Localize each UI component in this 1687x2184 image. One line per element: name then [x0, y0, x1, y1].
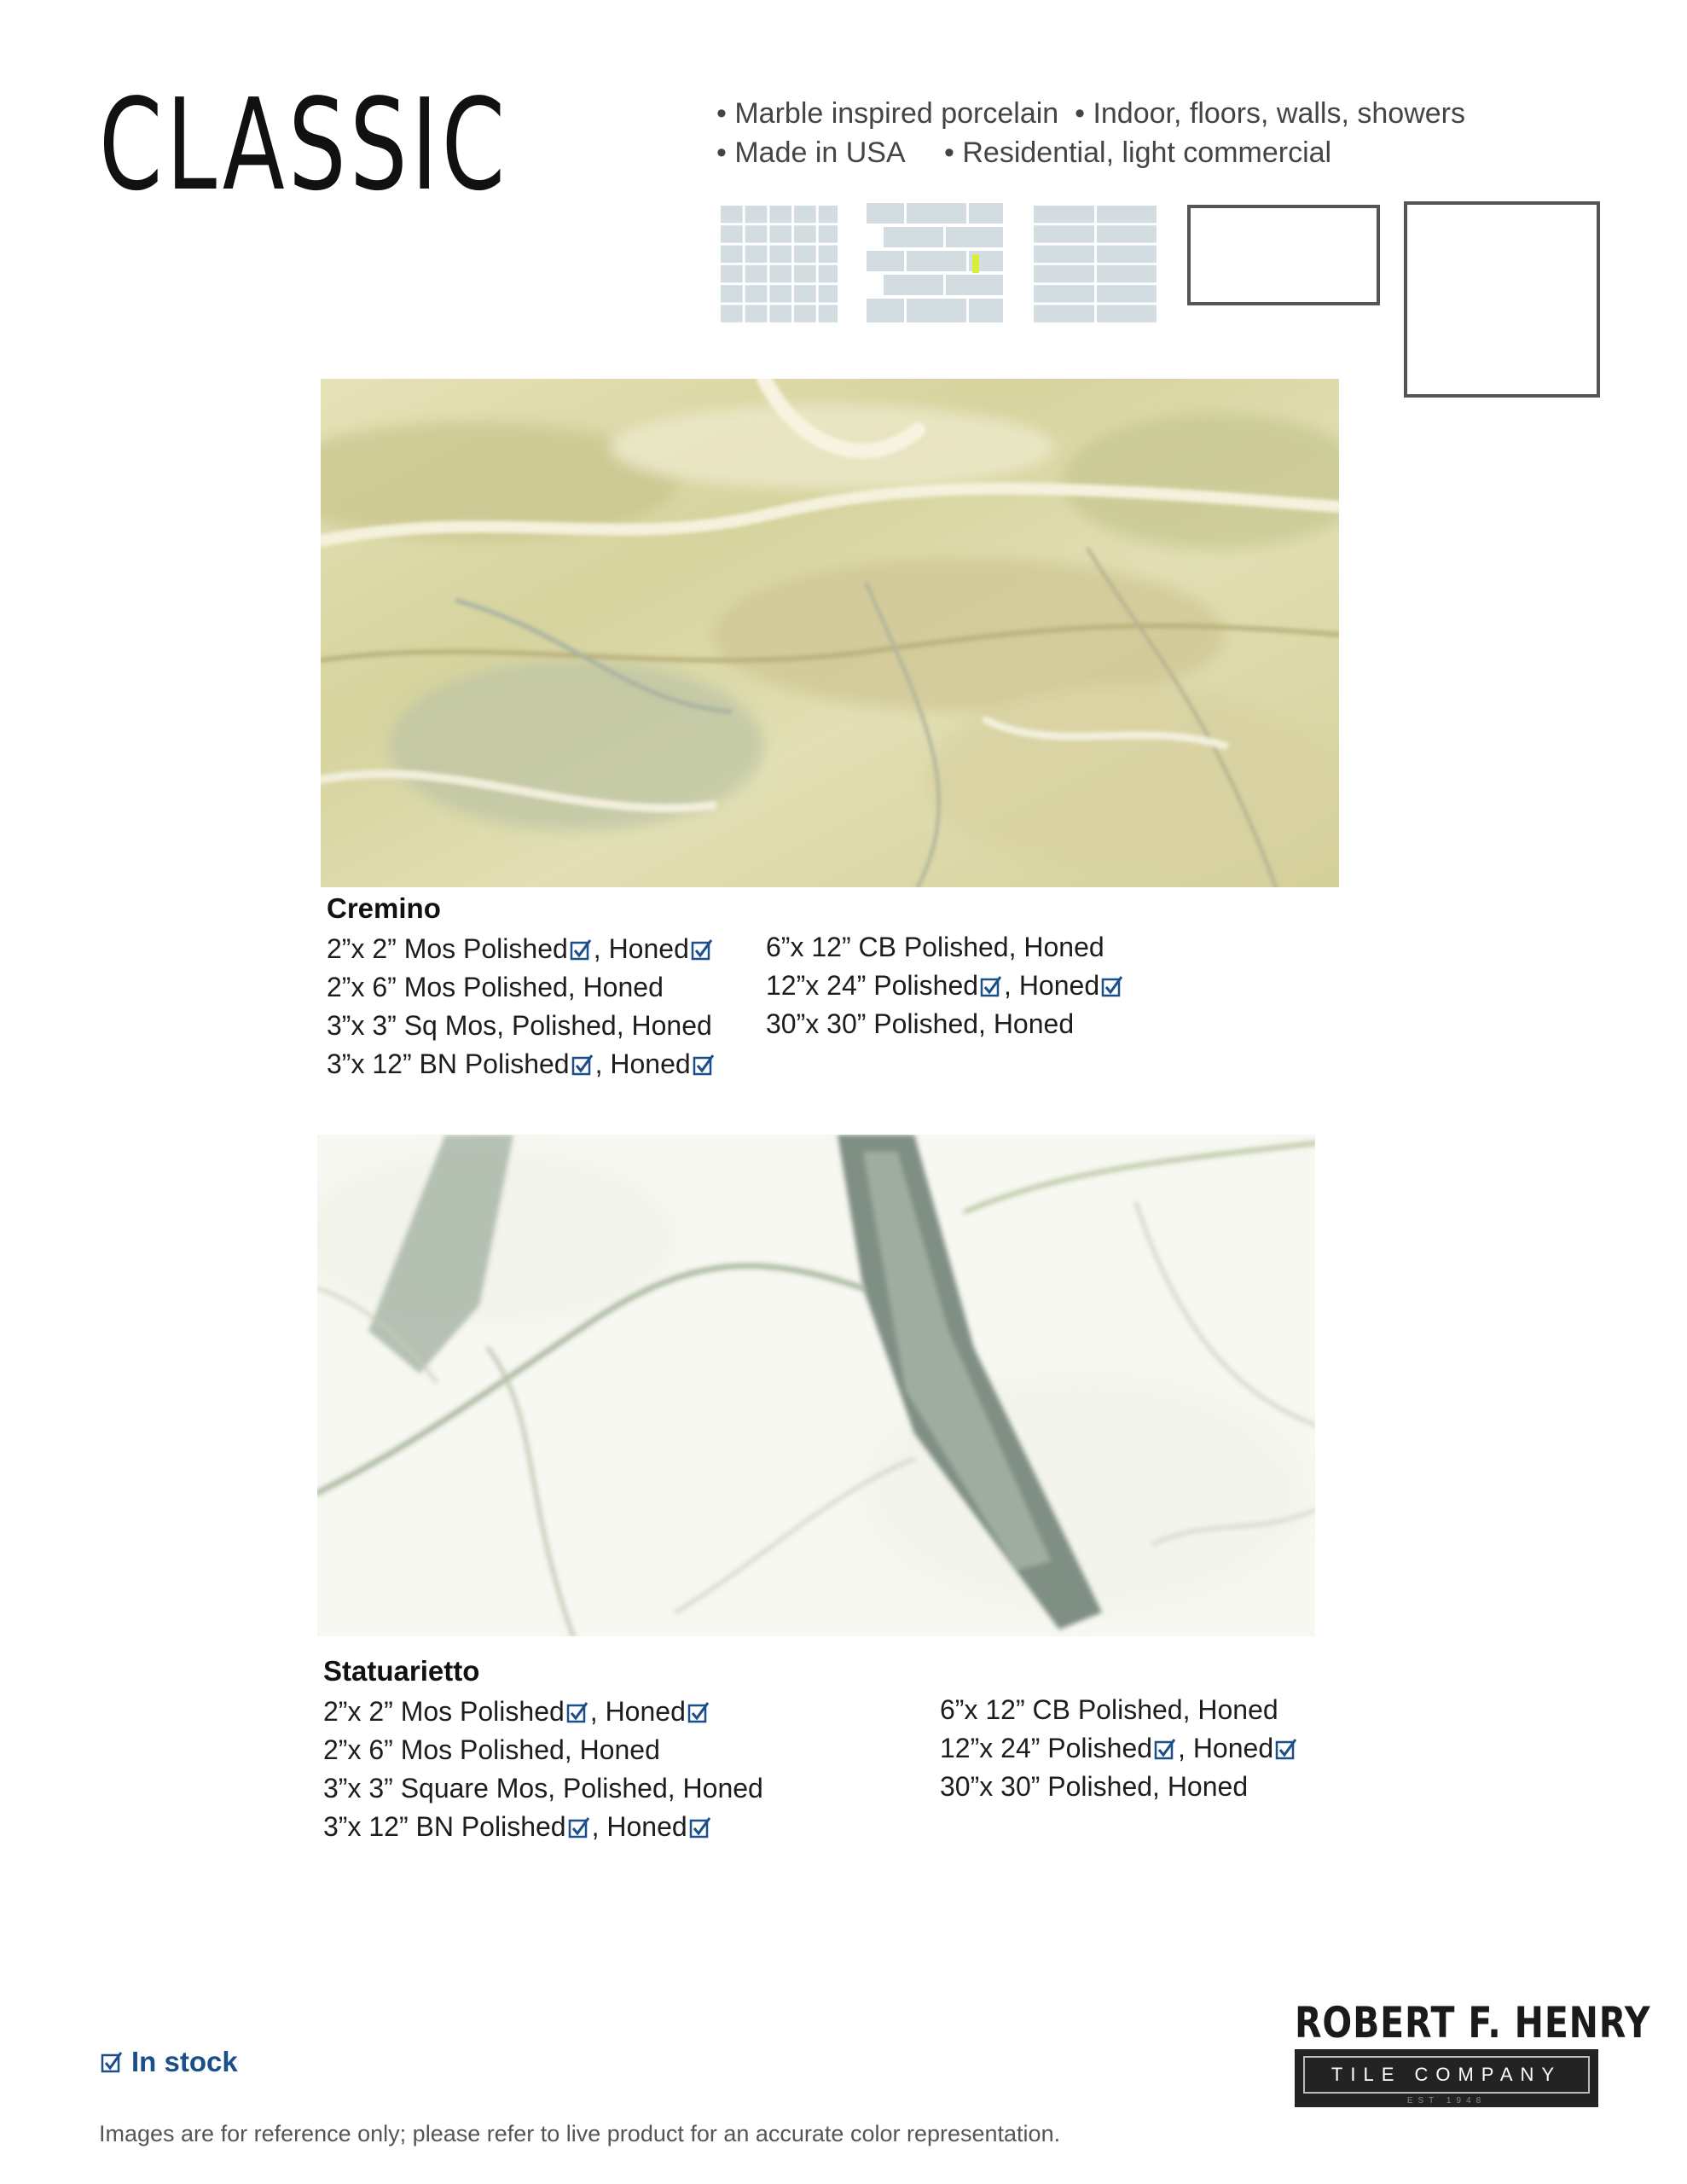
spec-line: [766, 967, 1125, 1005]
rectangle-tile-icon: [1187, 205, 1380, 305]
in-stock-legend: [99, 2046, 238, 2078]
spec-text: 30”x 30” Polished, Honed: [940, 1771, 1249, 1802]
spec-line: [766, 1005, 1125, 1043]
square-tile-icon: [1404, 201, 1600, 398]
spec-text: 2”x 6” Mos Polished, Honed: [323, 1734, 660, 1765]
spec-line: [327, 930, 716, 968]
spec-text-honed: , Honed: [1178, 1733, 1274, 1763]
in-stock-check-icon: [1154, 1738, 1176, 1760]
spec-text-honed: , Honed: [591, 1811, 687, 1842]
spec-line: [323, 1731, 763, 1769]
spec-list-left: [327, 930, 716, 1083]
spec-text-honed: , Honed: [1004, 970, 1100, 1001]
in-stock-check-icon: [566, 1701, 588, 1723]
collection-title: CLASSIC: [99, 72, 509, 218]
spec-line: [323, 1693, 763, 1731]
statuarietto-marble-image: [317, 1135, 1315, 1636]
disclaimer-text: Images are for reference only; please refer to live product for an accurate color representation.: [99, 2121, 1061, 2146]
spec-text: 3”x 3” Sq Mos, Polished, Honed: [327, 1010, 712, 1041]
spec-line: [327, 968, 716, 1007]
logo-est: EST 1948: [1406, 2096, 1487, 2106]
spec-text: 6”x 12” CB Polished, Honed: [940, 1694, 1278, 1725]
spec-text: 12”x 24” Polished: [940, 1733, 1153, 1763]
legend-label: In stock: [131, 2046, 238, 2077]
spec-line: [323, 1808, 763, 1846]
spec-list-left: [323, 1693, 763, 1846]
spec-text: 2”x 6” Mos Polished, Honed: [327, 972, 664, 1002]
spec-line: [940, 1691, 1299, 1729]
spec-line: [940, 1729, 1299, 1768]
in-stock-check-icon: [687, 1701, 710, 1723]
product-name: Statuarietto: [323, 1655, 480, 1687]
in-stock-check-icon: [980, 975, 1002, 997]
cremino-marble-image: [321, 379, 1339, 887]
in-stock-check-icon: [691, 938, 713, 961]
logo-name: ROBERT F. HENRY: [1295, 1998, 1651, 2048]
spec-text: 30”x 30” Polished, Honed: [766, 1008, 1075, 1039]
logo-subtitle: TILE COMPANY: [1303, 2056, 1590, 2094]
in-stock-check-icon: [1101, 975, 1123, 997]
spec-text: 2”x 2” Mos Polished: [323, 1696, 565, 1727]
in-stock-check-icon: [689, 1816, 711, 1838]
product-name: Cremino: [327, 892, 441, 924]
in-stock-check-icon: [693, 1054, 715, 1076]
mosaic-grid-icon: [718, 203, 838, 322]
spec-line: [323, 1769, 763, 1808]
company-logo: [1295, 1998, 1651, 2107]
spec-text-honed: , Honed: [594, 1048, 691, 1079]
spec-line: [766, 928, 1125, 967]
feature-row: • Made in USA • Residential, light commercial: [716, 136, 1332, 169]
spec-text-honed: , Honed: [589, 1696, 686, 1727]
spec-line: [327, 1045, 716, 1083]
in-stock-check-icon: [568, 1816, 590, 1838]
spec-text: 6”x 12” CB Polished, Honed: [766, 932, 1104, 962]
spec-text: 2”x 2” Mos Polished: [327, 933, 568, 964]
spec-text: 3”x 12” BN Polished: [323, 1811, 566, 1842]
in-stock-check-icon: [570, 938, 592, 961]
in-stock-check-icon: [571, 1054, 594, 1076]
feature-list: [716, 94, 1465, 172]
brick-pattern-icon: [867, 203, 1003, 322]
spec-text: 3”x 12” BN Polished: [327, 1048, 570, 1079]
spec-list-right: [766, 928, 1125, 1043]
spec-text: 3”x 3” Square Mos, Polished, Honed: [323, 1773, 763, 1804]
spec-text: 12”x 24” Polished: [766, 970, 979, 1001]
feature-row: • Marble inspired porcelain • Indoor, floors, walls, showers: [716, 97, 1465, 130]
spec-line: [940, 1768, 1299, 1806]
spec-line: [327, 1007, 716, 1045]
stacked-plank-icon: [1034, 203, 1157, 322]
checkbox-icon: [101, 2051, 123, 2073]
spec-text-honed: , Honed: [593, 933, 689, 964]
spec-list-right: [940, 1691, 1299, 1806]
in-stock-check-icon: [1275, 1738, 1297, 1760]
